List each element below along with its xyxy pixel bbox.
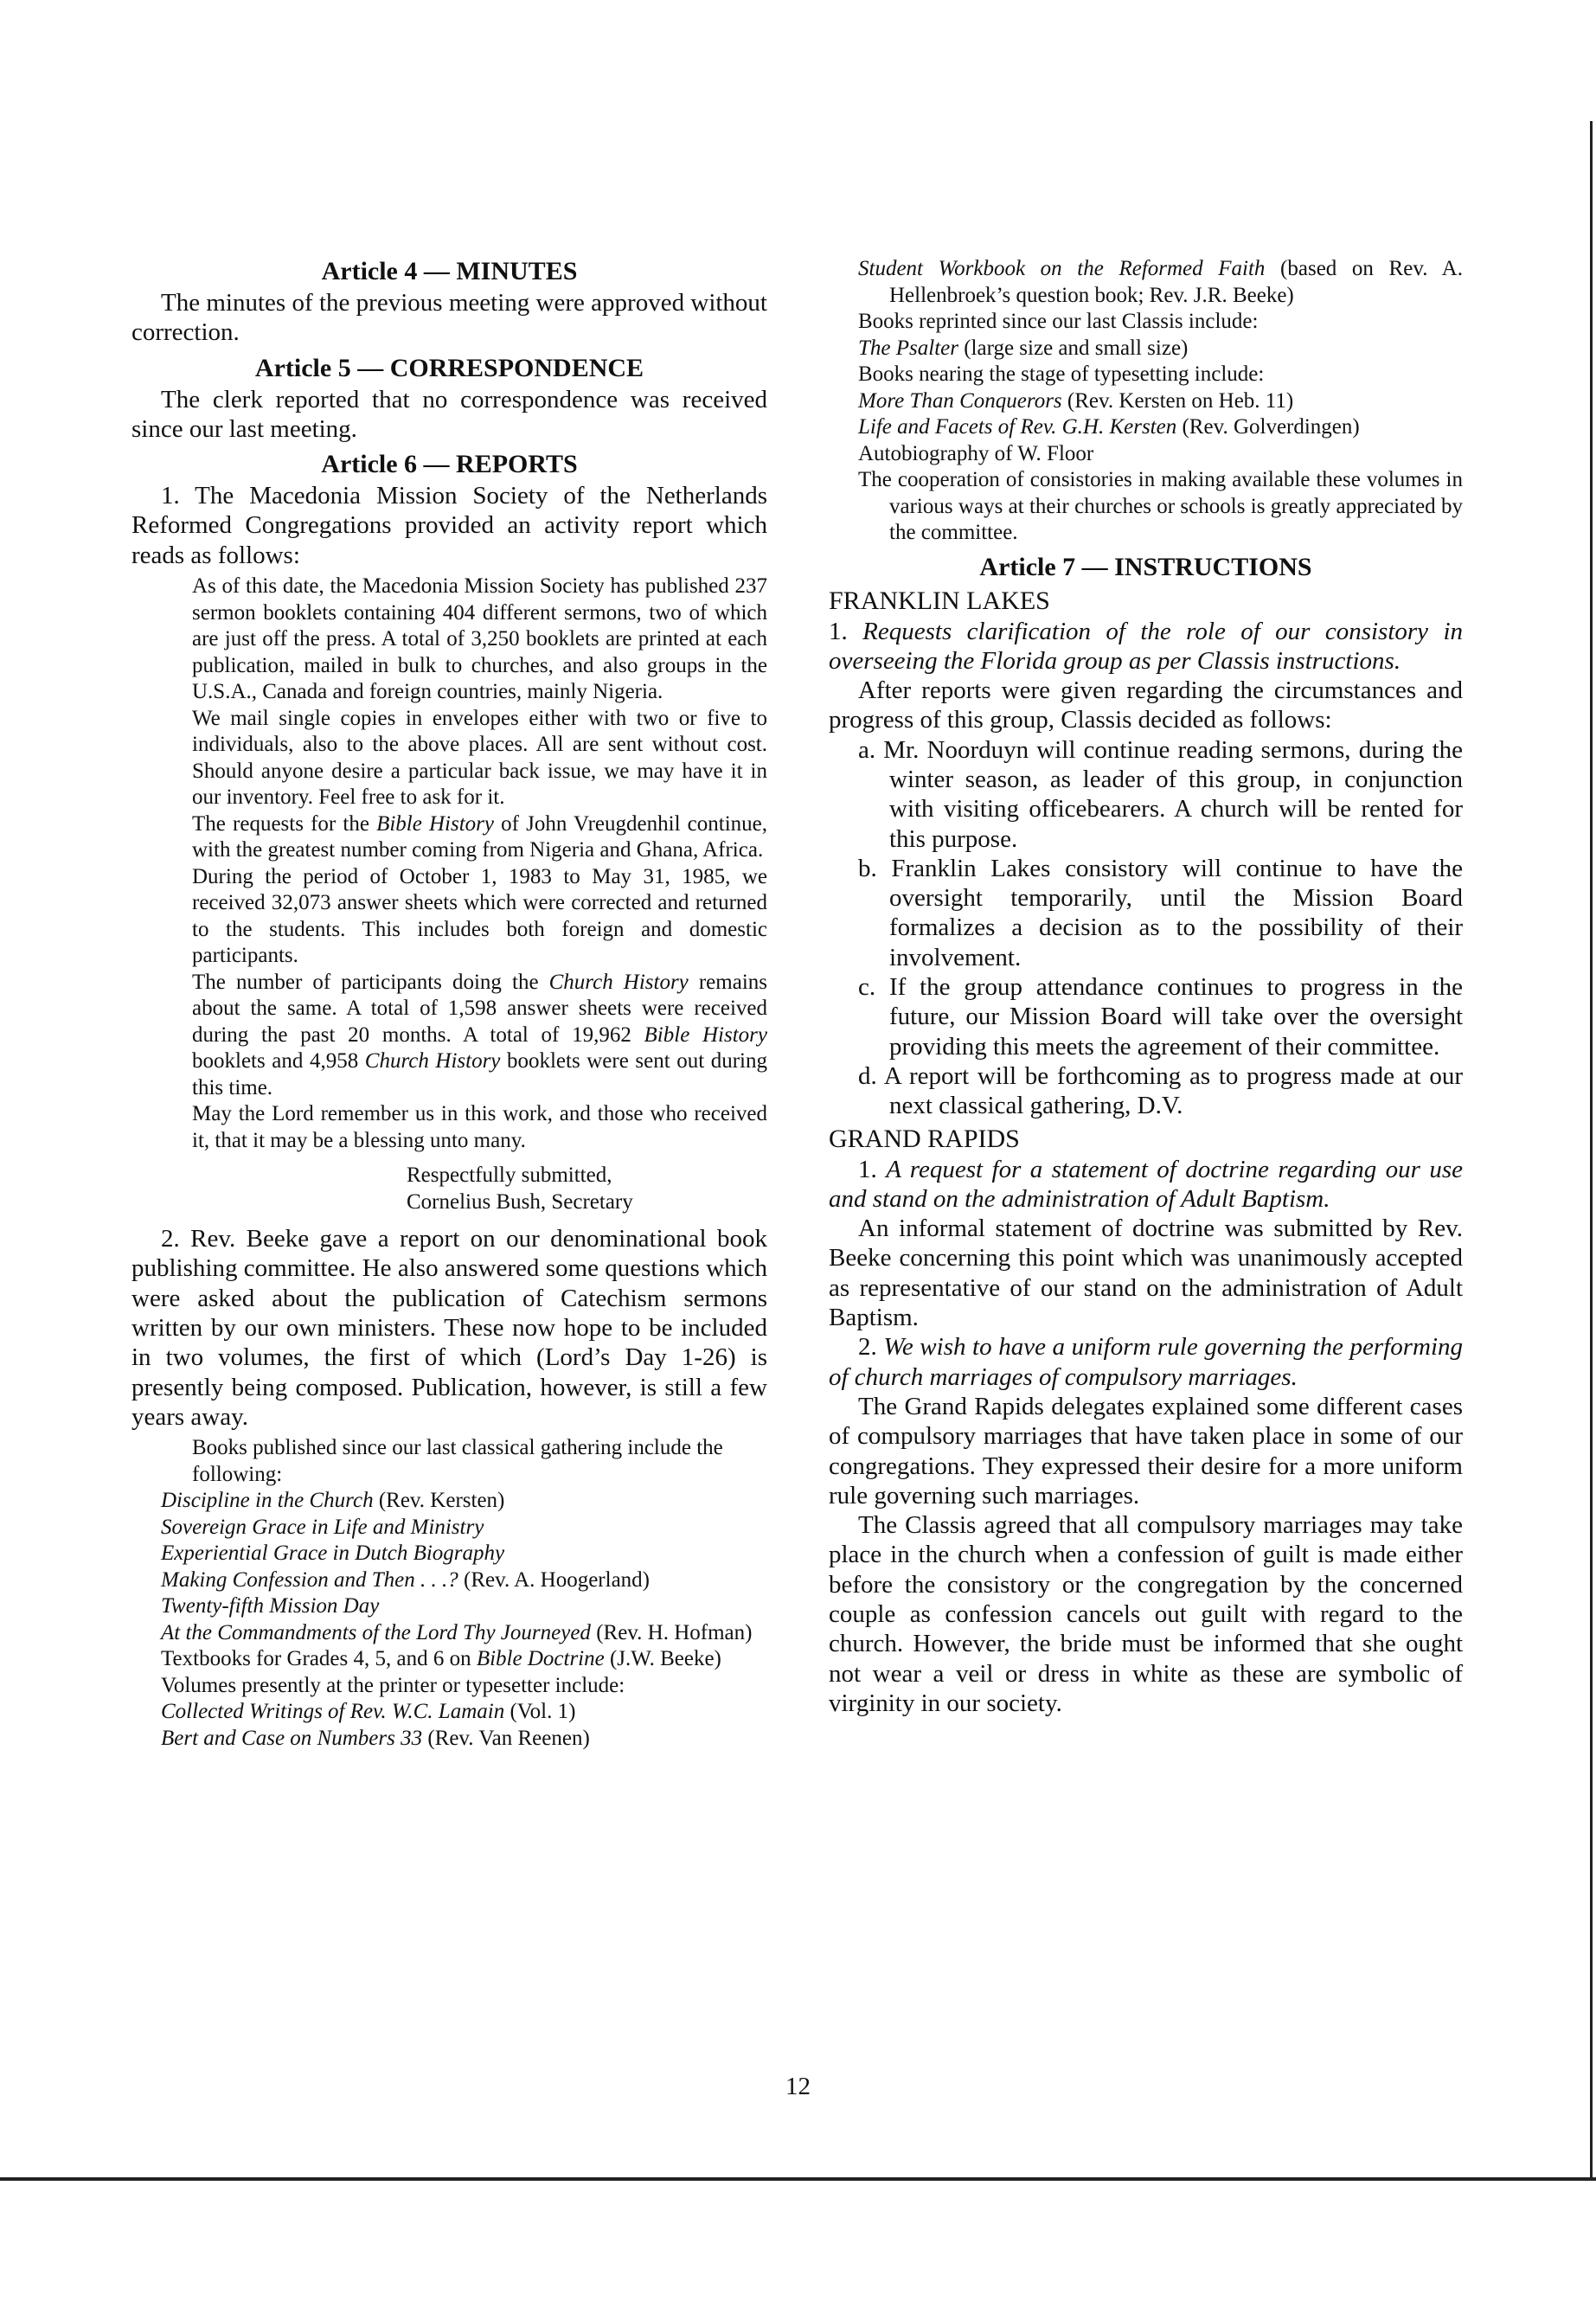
workbook-entry: Student Workbook on the Reformed Faith (based on Rev. A. Hellenbroek’s question book; Rev. J.R. Beeke) — [858, 257, 1463, 307]
book-entry: Textbooks for Grades 4, 5, and 6 on Bible Doctrine (J.W. Beeke) — [161, 1647, 721, 1671]
nearing-entry: Autobiography of W. Floor — [858, 441, 1094, 465]
volumes-intro: Volumes presently at the printer or typesetter include: — [161, 1673, 625, 1697]
reprinted-entry: The Psalter (large size and small size) — [858, 336, 1189, 360]
grand-rapids-request-2: 2. We wish to have a uniform rule governing the performing of church marriages of compulsory marriages. — [829, 1333, 1463, 1391]
page-edge-right-line — [1590, 121, 1593, 2180]
volume-entry: Bert and Case on Numbers 33 (Rev. Van Reenen) — [161, 1726, 590, 1750]
article-4-text: The minutes of the previous meeting were approved without correction. — [131, 289, 767, 347]
grand-rapids-answer-1: An informal statement of doctrine was submitted by Rev. Beeke concerning this point which was unanimously accepted as representative of our stand on the administration of Adult Baptism. — [829, 1215, 1463, 1332]
books-published-intro: Books published since our last classical gathering include the following: — [192, 1436, 723, 1486]
nearing-entry: Life and Facets of Rev. G.H. Kersten (Rev. Golverdingen) — [858, 415, 1360, 439]
report-paragraph: We mail single copies in envelopes either with two or five to individuals, also to the above places. All are sent without cost. Should anyone desire a particular back issue, we may have it in our inventory. Feel free to ask for it. — [192, 706, 767, 810]
book-entry: Making Confession and Then . . .? (Rev. A. Hoogerland) — [161, 1567, 650, 1592]
article-5-heading: Article 5 — CORRESPONDENCE — [254, 353, 644, 382]
books-published-list — [131, 1435, 767, 1752]
signature-line: Respectfully submitted, — [407, 1163, 612, 1188]
grand-rapids-paragraph: The Classis agreed that all compulsory marriages may take place in the church when a confession of guilt is made either before the consistory or the congregation by the concerned couple as confession cancels out guilt with regard to the church. However, the bride must be informed that she ought not wear a veil or dress in white as these are symbolic of virginity in our society. — [829, 1511, 1463, 1717]
decision-item-b: b. Franklin Lakes consistory will continue to have the oversight temporarily, until the Mission Board formalizes a decision as to the possibility of their involvement. — [858, 854, 1463, 971]
decision-item-d: d. A report will be forthcoming as to progress made at our next classical gathering, D.V. — [858, 1061, 1463, 1120]
article-4-heading: Article 4 — MINUTES — [321, 257, 578, 285]
cooperation-paragraph: The cooperation of consistories in making available these volumes in various ways at their churches or schools is greatly appreciated by the committee. — [858, 468, 1463, 544]
book-entry: Sovereign Grace in Life and Ministry — [161, 1515, 484, 1539]
report-paragraph: The requests for the Bible History of John Vreugdenhil continue, with the greatest number coming from Nigeria and Ghana, Africa. — [192, 811, 767, 862]
nearing-entry: More Than Conquerors (Rev. Kersten on Heb. 11) — [858, 388, 1294, 413]
page-number: 12 — [785, 2073, 811, 2100]
article-6-heading: Article 6 — REPORTS — [321, 450, 578, 479]
article-7-heading: Article 7 — INSTRUCTIONS — [979, 552, 1312, 581]
books-in-progress — [829, 256, 1463, 547]
book-entry: Discipline in the Church (Rev. Kersten) — [161, 1489, 505, 1513]
reprinted-intro: Books reprinted since our last Classis include: — [858, 310, 1259, 333]
book-entry: Experiential Grace in Dutch Biography — [161, 1541, 505, 1566]
macedonia-report — [131, 574, 767, 1215]
nearing-intro: Books nearing the stage of typesetting include: — [858, 362, 1265, 386]
article-5-text: The clerk reported that no correspondence was received since our last meeting. — [131, 385, 767, 443]
grand-rapids-heading: GRAND RAPIDS — [829, 1124, 1020, 1153]
signature-name: Cornelius Bush, Secretary — [407, 1189, 633, 1214]
franklin-after-paragraph: After reports were given regarding the circumstances and progress of this group, Classis decided as follows: — [829, 676, 1463, 734]
left-column — [131, 256, 767, 1752]
decision-item-c: c. If the group attendance continues to progress in the future, our Mission Board will take over the oversight providing this meets the agreement of their committee. — [858, 973, 1463, 1061]
report-paragraph: During the period of October 1, 1983 to May 31, 1985, we received 32,073 answer sheets which were corrected and returned to the students. This includes both foreign and domestic participants. — [192, 864, 767, 968]
grand-rapids-paragraph: The Grand Rapids delegates explained some different cases of compulsory marriages that have taken place in some of our congregations. They expressed their desire for a more uniform rule governing such marriages. — [829, 1392, 1463, 1509]
decision-item-a: a. Mr. Noorduyn will continue reading sermons, during the winter season, as leader of this group, in conjunction with visiting officebearers. A church will be rented for this purpose. — [858, 735, 1463, 853]
franklin-lakes-heading: FRANKLIN LAKES — [829, 586, 1050, 615]
book-entry: At the Commandments of the Lord Thy Journeyed (Rev. H. Hofman) — [161, 1620, 753, 1644]
grand-rapids-request-1: 1. A request for a statement of doctrine regarding our use and stand on the administration of Adult Baptism. — [829, 1155, 1464, 1213]
page-edge-bottom-line — [0, 2177, 1596, 2181]
franklin-request: 1. Requests clarification of the role of our consistory in overseeing the Florida group as per Classis instructions. — [829, 617, 1464, 675]
report-paragraph: As of this date, the Macedonia Mission Society has published 237 sermon booklets containing 404 different sermons, two of which are just off the press. A total of 3,250 booklets are printed at each publication, mailed in bulk to churches, and also groups in the U.S.A., Canada and foreign countries, mainly Nigeria. — [192, 574, 767, 704]
book-committee-paragraph: 2. Rev. Beeke gave a report on our denominational book publishing committee. He also answered some questions which were asked about the publication of Catechism sermons written by our own ministers. These now hope to be included in two volumes, the first of which (Lord’s Day 1-26) is presently being composed. Publication, however, is still a few years away. — [131, 1225, 767, 1431]
report-intro-paragraph: 1. The Macedonia Mission Society of the Netherlands Reformed Congregations provided an activity report which reads as follows: — [131, 482, 767, 569]
volume-entry: Collected Writings of Rev. W.C. Lamain (Vol. 1) — [161, 1700, 576, 1724]
report-paragraph: May the Lord remember us in this work, and those who received it, that it may be a blessing unto many. — [192, 1102, 767, 1152]
book-entry: Twenty-fifth Mission Day — [161, 1594, 380, 1618]
report-paragraph: The number of participants doing the Church History remains about the same. A total of 1,598 answer sheets were received during the past 20 months. A total of 19,962 Bible History booklets and 4,958 Church History booklets were sent out during this time. — [192, 970, 767, 1099]
right-column — [829, 256, 1463, 1718]
